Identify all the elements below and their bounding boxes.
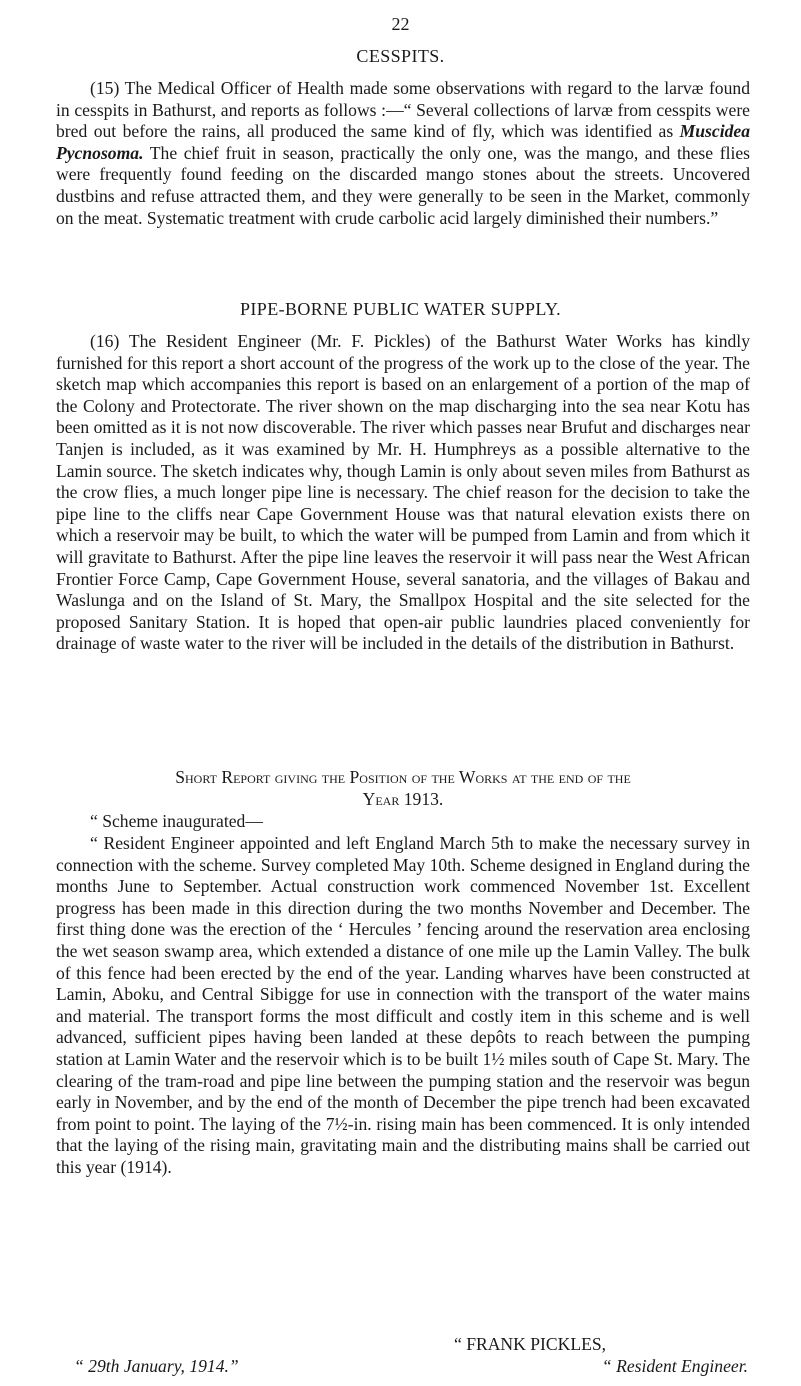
report-subtitle-line2: Year 1913.	[362, 789, 444, 809]
signature-title: “ Resident Engineer.	[601, 1356, 748, 1376]
report-subtitle-line1: Short Report giving the Position of the Works at the end of the	[175, 767, 631, 787]
scheme-inaugurated-line: “ Scheme inaugurated—	[90, 811, 263, 831]
species-name: Muscidea Pycnosoma.	[56, 121, 750, 163]
signature-row	[56, 1356, 750, 1378]
cesspits-paragraph	[56, 78, 750, 229]
report-paragraph: “ Resident Engineer appointed and left England March 5th to make the necessary survey in connection with the scheme. Survey completed May 10th. Scheme designed in England during the months June to September. Actual construction work commenced November 1st. Excellent progress has been made in this direction during the two months November and December. The first thing done was the erection of the ‘ Hercules ’ fencing around the reservation area enclosing the wet season swamp area, which extended a distance of one mile up the Lamin Valley. The bulk of this fence had been erected by the end of the year. Landing wharves have been constructed at Lamin, Aboku, and Central Sibigge for use in connection with the transport of the water mains and material. The transport forms the most difficult and costly item in this scheme and is well advanced, sufficient pipes having been landed at these depôts to reach between the pumping station at Lamin Water and the reservoir which is to be built 1½ miles south of Cape St. Mary. The clearing of the tram-road and pipe line between the pumping station and the reservoir was begun early in November, and by the end of the month of December the pipe trench had been excavated from point to point. The laying of the 7½-in. rising main has been commenced. It is only intended that the laying of the rising main, gravitating main and the distributing mains shall be carried out this year (1914).	[56, 833, 750, 1177]
page-number: 22	[391, 14, 410, 34]
cesspits-text-start: (15) The Medical Officer of Health made some observations with regard to the larvæ found in cesspits in Bathurst, and reports as follows :—“ Several collections of larvæ from cesspits were bred out before the rains, all produced the same kind of fly, which was identified as	[56, 78, 750, 142]
signature-name: “ FRANK PICKLES,	[454, 1334, 607, 1354]
cesspits-text-end: The chief fruit in season, practically the only one, was the mango, and these flies were frequently found feeding on the discarded mango stones about the streets. Uncovered dustbins and refuse attracted them, and they were generally to be seen in the Market, commonly on the meat. Systematic treatment with crude carbolic acid largely diminished their numbers.”	[56, 142, 750, 228]
water-supply-paragraph: (16) The Resident Engineer (Mr. F. Pickles) of the Bathurst Water Works has kindly furnished for this report a short account of the progress of the work up to the close of the year. The sketch map which accompanies this report is based on an enlargement of a portion of the map of the Colony and Protectorate. The river shown on the map discharging into the sea near Kotu has been omitted as it is not now discoverable. The river which passes near Brufut and discharges near Tanjen is included, as it was examined by Mr. H. Humphreys as a possible alternative to the Lamin source. The sketch indicates why, though Lamin is only about seven miles from Bathurst as the crow flies, a much longer pipe line is necessary. The chief reason for the decision to take the pipe line to the cliffs near Cape Government House was that natural elevation exists there on which a reservoir may be built, to which the water will be pumped from Lamin and from which it will gravitate to Bathurst. After the pipe line leaves the reservoir it will pass near the West African Frontier Force Camp, Cape Government House, several sanatoria, and the villages of Bakau and Waslunga and on the Island of St. Mary, the Smallpox Hospital and the site selected for the proposed Sanitary Station. It is hoped that open-air public laundries placed conveniently for drainage of waste water to the river will be included in the details of the distribution in Bathurst.	[56, 331, 750, 654]
report-date: “ 29th January, 1914.”	[74, 1356, 239, 1376]
cesspits-heading: CESSPITS.	[356, 46, 445, 66]
water-supply-heading: PIPE-BORNE PUBLIC WATER SUPPLY.	[240, 299, 561, 319]
signature-name-row	[56, 1334, 750, 1356]
